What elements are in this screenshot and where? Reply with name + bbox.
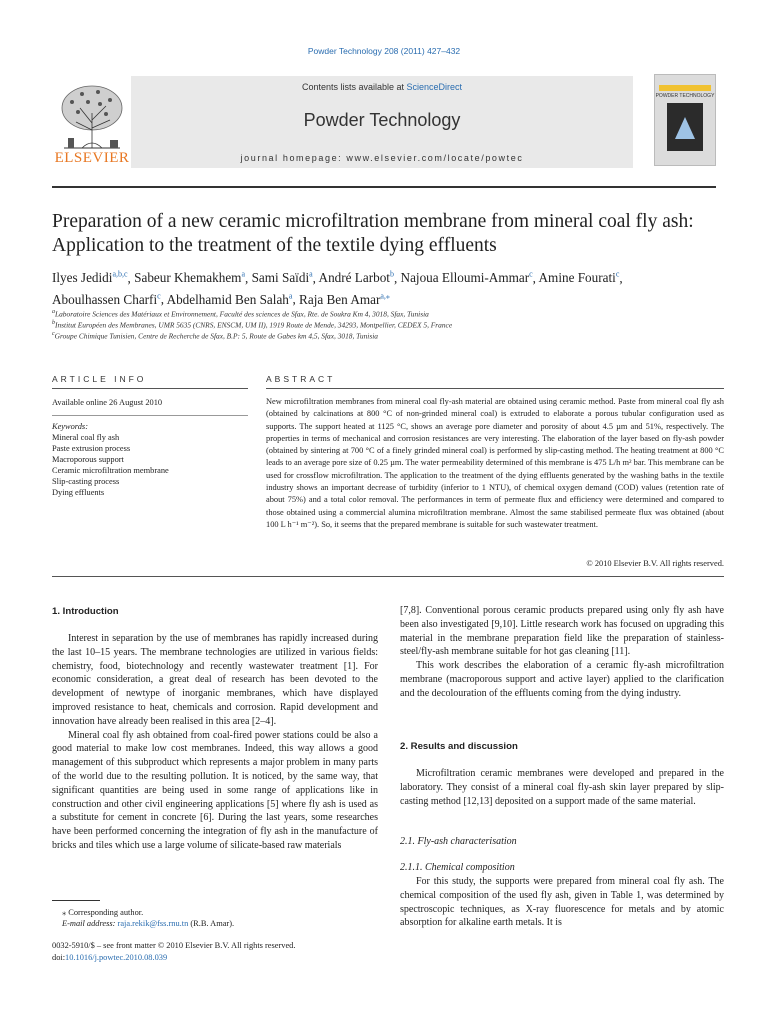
email-owner: (R.B. Amar). — [190, 919, 235, 928]
sciencedirect-link[interactable]: ScienceDirect — [406, 82, 463, 92]
keyword: Slip-casting process — [52, 477, 120, 486]
email-link[interactable]: raja.rekik@fss.rnu.tn — [117, 919, 189, 928]
section-heading-results: 2. Results and discussion — [400, 741, 518, 752]
paragraph: For this study, the supports were prepared from mineral coal fly ash. The chemical composition of the used fly ash, given in Table 1, was determined by spectroscopic techniques, as X-ray fluorescence for metals and by atomic absorption for alkaline earth metals. It is — [400, 876, 724, 929]
contents-line — [131, 82, 633, 92]
journal-reference[interactable]: Powder Technology 208 (2011) 427–432 — [307, 46, 461, 56]
elsevier-wordmark: ELSEVIER — [54, 150, 130, 166]
keyword: Paste extrusion process — [52, 444, 131, 453]
paragraph: Interest in separation by the use of membranes has rapidly increased during the last 10–15 years. The membrane technologies are utilized in various fields: chemistry, food, biotechnology and recently wastewater treatment [1]. For economic consideration, a great deal of research has been devoted to the development of newtype of inorganic membranes, which have displayed improved resistance to heat, chemicals and corrosion. Rapid development and innovation have already been realised in this area [2–4]. — [52, 633, 378, 727]
footnote-rule — [52, 900, 100, 901]
author[interactable]: Sami Saïdi$^a$ — [251, 270, 313, 286]
paragraph: This work describes the elaboration of a ceramic fly-ash microfiltration membrane (macroporous support and active layer) applied to the clarification and the decolouration of the effluents coming from the dying industry. — [400, 660, 724, 699]
article-title — [52, 210, 732, 258]
abstract-bottom-rule — [52, 576, 724, 577]
author[interactable]: Ilyes Jedidi$^{a,b,c}$ — [52, 270, 128, 286]
copyright: © 2010 Elsevier B.V. All rights reserved. — [586, 559, 724, 568]
journal-title: Powder Technology — [303, 110, 461, 130]
paragraph: Microfiltration ceramic membranes were developed and prepared in the laboratory. They consist of a mineral coal fly-ash skin layer prepared by slip-casting method [12,13] deposited on a support made of the same material. — [400, 768, 724, 807]
author[interactable]: Najoua Elloumi-Ammar$^c$ — [400, 270, 533, 286]
footnote — [62, 907, 378, 929]
journal-cover-thumbnail[interactable] — [654, 74, 716, 166]
doi-link[interactable]: 10.1016/j.powtec.2010.08.039 — [65, 953, 168, 962]
title-line-1: Preparation of a new ceramic microfiltration membrane from mineral coal fly ash: — [52, 211, 694, 232]
left-column-body — [52, 632, 378, 853]
abstract-rule — [266, 388, 724, 389]
author-list: Ilyes Jedidi$^{a,b,c}$, Sabeur Khemakhem$^a$, Sami Saïdi$^a$, André Larbot$^b$, Najoua Elloumi-Ammar$^c$, Amine Fourati$^c$, Aboulhassen Charfi$^c$, Abdelhamid Ben Salah$^a$, Raja Ben Amar$^{a,⁎}$ — [52, 270, 623, 307]
affiliation-a: $^a$Laboratoire Sciences des Matériaux et Environnement, Faculté des sciences de Sfax, Rte. de Soukra Km 4, 3018, Sfax, Tunisia — [52, 309, 429, 319]
results-paragraph — [400, 767, 724, 808]
author[interactable]: Abdelhamid Ben Salah$^a$ — [166, 291, 293, 307]
contents-prefix: Contents lists available at — [301, 82, 407, 92]
header-divider — [52, 186, 716, 188]
cover-image — [667, 103, 703, 151]
article-info-rule-2 — [52, 415, 248, 416]
title-line-2: Application to the treatment of the textile dying effluents — [52, 235, 497, 256]
article-info-rule — [52, 388, 248, 389]
keyword: Dying effluents — [52, 488, 105, 497]
affiliation-b: $^b$Institut Européen des Membranes, UMR 5635 (CNRS, ENSCM, UM II), 1919 Route de Mende, 34293, Montpellier, CEDEX 5, France — [52, 320, 453, 330]
right-column-body — [400, 604, 724, 701]
abstract-text: New microfiltration membranes from mineral coal fly-ash material are obtained using ceramic method. Paste from mineral coal fly ash (obtained by calcinations at 800 °C of non-grinded mineral coal) is extruded to elaborate a porous tubular configuration used as supports. The support heated at 1125 °C, shows an average pore diameter and porosity of about 4.5 µm and 51%, respectively. The properties in terms of mechanical and corrosion resistances are very interesting. The elaboration of the layer based on fly-ash powder (obtained by sintering at 700 °C of a finely grinded mineral coal) is performed by slip-casting method. The heating treatment at 800 °C leads to an average pore size of 0.25 µm. The water permeability determined of this membrane is 475 L/h m² bar. This membrane can be used for crossflow microfiltration. The application to the treatment of the dying effluents generated by the washing baths in the textile industry shows an important decrease of turbidity (inferior to 1 NTU), of chemical oxygen demand (COD) values (retention rate of about 75%) and a total color removal. The performances in term of permeate flux and efficiency were determined and compared to those obtained using a commercial alumina microfiltration membrane. Almost the same stabilised permeate flux was obtained (about 100 L h⁻¹ m⁻²). So, it seems that the prepared membrane is suitable for such wastewater treatment. — [266, 397, 724, 529]
subsection-heading: 2.1. Fly-ash characterisation — [400, 836, 517, 847]
cover-title: POWDER TECHNOLOGY — [655, 93, 715, 99]
author[interactable]: Aboulhassen Charfi$^c$ — [52, 291, 161, 307]
email-label: E-mail address: — [62, 919, 116, 928]
author[interactable]: André Larbot$^b$ — [318, 270, 394, 286]
keywords-block — [52, 421, 248, 498]
paragraph: Mineral coal fly ash obtained from coal-fired power stations could be also a good material to make low cost membranes. Indeed, this way allows a good management of this subproduct which represents a major problem in many parts of the world due to the resulting pollution. It is noticed, by the same way, that significant quantities are being used in some range of applications like in construction and other civil engineering applications [5] where fly ash is used as a substitute for cement in concrete [6]. During the last years, some researches have been performed concerning the integration of fly ash in the manufacture of bricks and tiles which use a large volume of silicate-based raw materials — [52, 729, 378, 851]
subsubsection-heading: 2.1.1. Chemical composition — [400, 862, 515, 873]
doi-line — [52, 952, 378, 963]
corresponding-author: ⁎ Corresponding author. — [62, 908, 144, 917]
cover-stripe — [659, 85, 711, 91]
doi-label: doi: — [52, 953, 66, 962]
cover-triangle — [675, 117, 695, 139]
available-online: Available online 26 August 2010 — [52, 398, 163, 407]
author[interactable]: Raja Ben Amar$^{a,⁎}$ — [299, 291, 390, 307]
affiliation-c: $^c$Groupe Chimique Tunisien, Centre de Recherche de Sfax, B.P: 5, Route de Gabes km 4,5, Sfax, 3018, Tunisia — [52, 331, 378, 341]
article-info-heading: ARTICLE INFO — [52, 374, 147, 384]
section-heading-introduction: 1. Introduction — [52, 606, 119, 617]
abstract-heading: ABSTRACT — [266, 374, 336, 384]
keyword: Mineral coal fly ash — [52, 433, 120, 442]
chemical-composition-paragraph — [400, 875, 724, 930]
keyword: Ceramic microfiltration membrane — [52, 466, 169, 475]
author[interactable]: Sabeur Khemakhem$^a$ — [134, 270, 245, 286]
author[interactable]: Amine Fourati$^c$ — [538, 270, 620, 286]
paragraph: [7,8]. Conventional porous ceramic products prepared using only fly ash have been also investigated [9,10]. Little research work has focused on upgrading this material in the membrane preparation field like the preparation of stainless-steel/fly-ash membrane suitable for hot gas cleaning [11]. — [400, 605, 724, 658]
keywords-label: Keywords: — [52, 422, 88, 431]
keyword: Macroporous support — [52, 455, 124, 464]
issn-line: 0032-5910/$ – see front matter © 2010 Elsevier B.V. All rights reserved. — [52, 941, 296, 950]
journal-homepage[interactable]: journal homepage: www.elsevier.com/locate/powtec — [240, 153, 524, 163]
